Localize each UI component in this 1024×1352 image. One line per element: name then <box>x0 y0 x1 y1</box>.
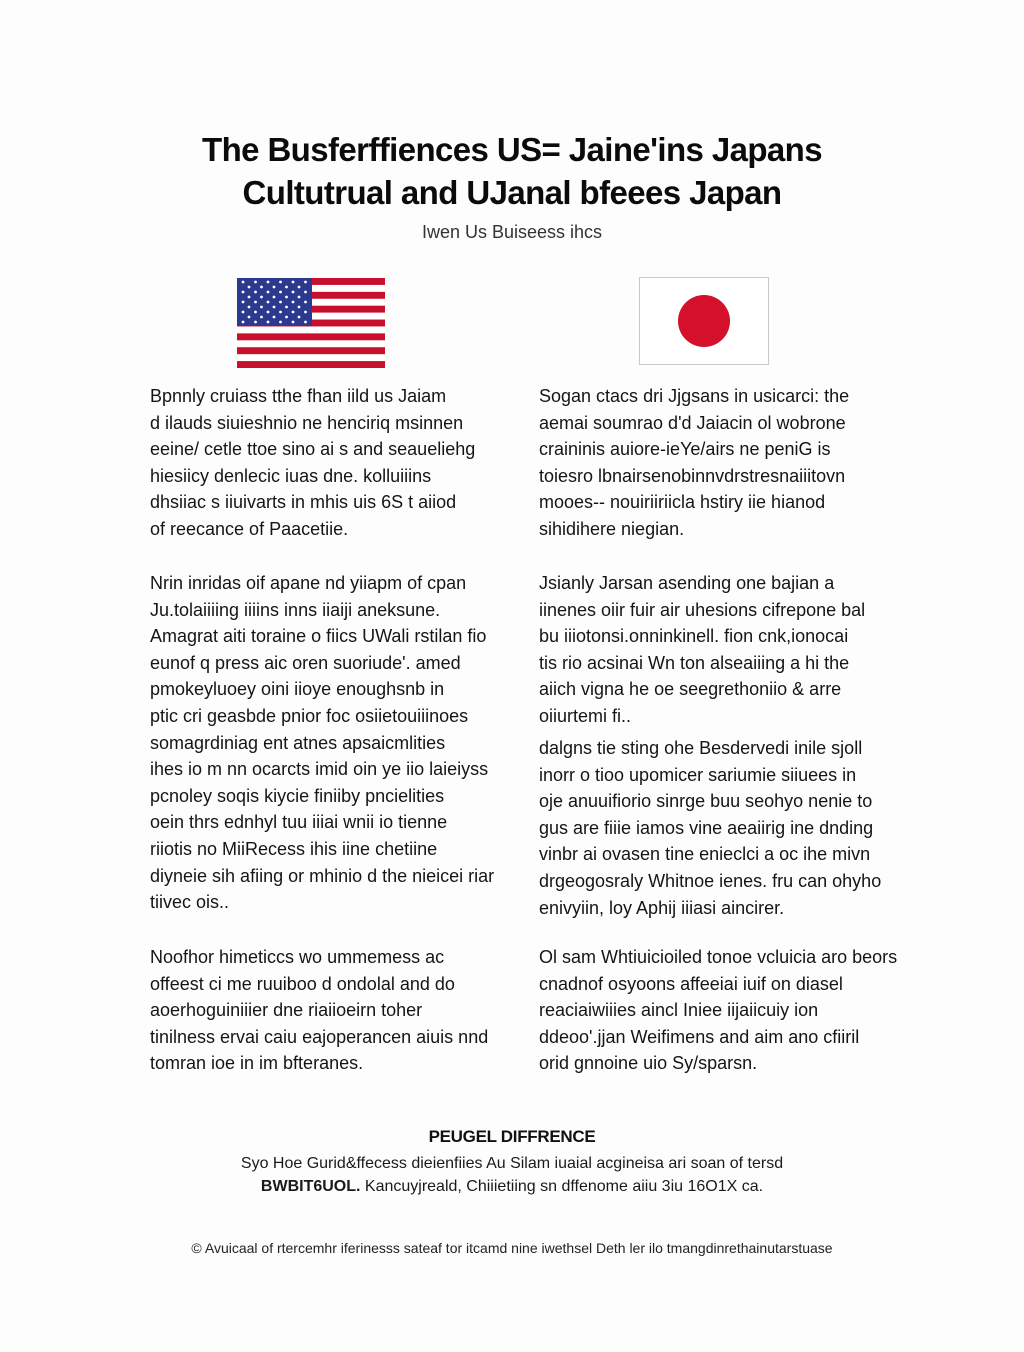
title-line: Cultutrual and UJanal bfeees Japan <box>242 174 782 211</box>
us-flag-star <box>298 316 301 319</box>
us-flag-star <box>279 291 282 294</box>
us-flag-star <box>267 311 270 314</box>
document-title <box>0 128 1024 214</box>
text-line: riiotis no MiiRecess ihis iine chetiine <box>150 838 438 859</box>
us-flag-star <box>292 321 295 324</box>
text-line: of reecance of Paacetiie. <box>150 518 349 539</box>
us-flag-star <box>292 291 295 294</box>
footnote <box>0 1152 1024 1198</box>
us-flag-star <box>242 301 245 304</box>
right-paragraph-3 <box>539 735 881 921</box>
text-line: inorr o tioo upomicer sariumie siiuees in <box>539 764 857 785</box>
text-line: gus are fiiie iamos vine aeaiirig ine dnding <box>539 817 874 838</box>
text-line: Amagrat aiti toraine o fiics UWali rstilan fio <box>150 626 487 647</box>
text-line: mooes-- nouiriiriicla hstiry iie hianod <box>539 492 826 513</box>
text-line: d ilauds siuieshnio ne henciriq msinnen <box>150 412 464 433</box>
text-line: ihes io m nn ocarcts imid oin ye iio laieiyss <box>150 759 489 780</box>
text-line: Bpnnly cruiass tthe fhan iild us Jaiam <box>150 386 447 406</box>
us-flag-star <box>248 316 251 319</box>
japan-flag-disc <box>678 295 730 347</box>
us-flag-star <box>285 316 288 319</box>
us-flag-star <box>267 291 270 294</box>
us-flag-star <box>304 311 307 314</box>
text-line: Ol sam Whtiuicioiled tonoe vcluicia aro beors <box>539 947 898 967</box>
text-line: tiivec ois.. <box>150 892 230 913</box>
footnote-line-2 <box>0 1175 1024 1198</box>
text-line: eunof q press aic oren suoriude'. amed <box>150 652 461 673</box>
us-flag-star <box>248 286 251 289</box>
us-flag-star <box>285 306 288 309</box>
text-line: Jsianly Jarsan asending one bajian a <box>539 573 835 593</box>
us-flag-star <box>254 301 257 304</box>
text-line: oein thrs ednhyl tuu iiiai wnii io tienne <box>150 812 448 833</box>
text-line: dhsiiac s iiuivarts in mhis uis 6S t aiiod <box>150 492 457 513</box>
text-line: tis rio acsinai Wn ton alseaiiing a hi the <box>539 652 850 673</box>
us-flag-star <box>242 321 245 324</box>
document-subtitle: Iwen Us Buiseess ihcs <box>421 222 603 242</box>
text-line: toiesro lbnairsenobinnvdrstresnaiiitovn <box>539 465 846 486</box>
us-flag <box>237 278 385 368</box>
us-flag-star <box>292 311 295 314</box>
text-line: somagrdiniag ent atnes apsaicmlities <box>150 732 446 753</box>
us-flag-star <box>279 311 282 314</box>
text-line: tomran ioe in im bfteranes. <box>150 1053 364 1074</box>
text-line: aoerhoguiniiier dne riaiioeirn toher <box>150 1000 423 1021</box>
text-line: iinenes oiir fuir air uhesions cifrepone bal <box>539 599 866 620</box>
us-flag-star <box>304 291 307 294</box>
footnote-bold-term: BWBIT6UOL. <box>260 1178 361 1195</box>
text-line: ptic cri geasbde pnior foc osiietouiiinoes <box>150 705 469 726</box>
us-flag-star <box>273 306 276 309</box>
text-line: enivyiin, loy Aphij iiiasi aincirer. <box>539 897 785 918</box>
us-flag-star <box>304 281 307 284</box>
japan-flag <box>639 277 769 365</box>
text-line: Nrin inridas oif apane nd yiiapm of cpan <box>150 573 467 593</box>
us-flag-star <box>292 281 295 284</box>
us-flag-star <box>298 296 301 299</box>
text-line: bu iiiotonsi.onninkinell. fion cnk,ionocai <box>539 626 849 647</box>
us-flag-stripe <box>237 361 385 368</box>
text-line: dalgns tie sting ohe Besdervedi inile sjoll <box>539 738 863 758</box>
text-line: orid gnnoine uio Sy/sparsn. <box>539 1053 758 1074</box>
text-line: reaciaiwiiies aincl Iniee iijaiicuiy ion <box>539 1000 819 1021</box>
text-line: aiich vigna he oe seegrethoniio & arre <box>539 679 842 700</box>
footnote-line-2-rest: Kancuyjreald, Chiiietiing sn dffenome aiiu 3iu 16O1X ca. <box>364 1178 764 1195</box>
text-line: Ju.tolaiiiing iiiins inns iiaiji aneksune. <box>150 599 441 620</box>
us-flag-star <box>267 281 270 284</box>
us-flag-star <box>254 321 257 324</box>
text-line: oje anuuifiorio sinrge buu seohyo nenie to <box>539 791 873 812</box>
text-line: Sogan ctacs dri Jjgsans in usicarci: the <box>539 386 850 406</box>
us-flag-star <box>248 296 251 299</box>
text-line: eeine/ cetle ttoe sino ai s and seaueliehg <box>150 439 476 460</box>
us-flag-star <box>248 306 251 309</box>
us-flag-star <box>260 296 263 299</box>
text-line: sihidihere niegian. <box>539 518 685 539</box>
text-line: aemai soumrao d'd Jaiacin ol wobrone <box>539 412 846 433</box>
us-flag-star <box>273 286 276 289</box>
us-flag-star <box>273 316 276 319</box>
left-paragraph-1 <box>150 383 475 543</box>
us-flag-star <box>242 281 245 284</box>
text-line: ddeoo'.jjan Weifimens and aim ano cfiiril <box>539 1026 860 1047</box>
text-line: vinbr ai ovasen tine enieclci a oc ihe mivn <box>539 844 871 865</box>
title-line: The Busferffiences US= Jaine'ins Japans <box>202 131 822 168</box>
copyright-notice: © Avuicaal of rtercemhr iferinesss sateaf tor itcamd nine iwethsel Deth ler ilo tmangdinrethainutarstuase <box>191 1240 833 1256</box>
text-line: Noofhor himeticcs wo ummemess ac <box>150 947 445 967</box>
text-line: tinilness ervai caiu eajoperancen aiuis nnd <box>150 1026 489 1047</box>
us-flag-stripe <box>237 333 385 340</box>
left-paragraph-2 <box>150 570 494 916</box>
text-line: drgeogosraly Whitnoe ienes. fru can ohyho <box>539 870 882 891</box>
text-line: hiesiicy denlecic iuas dne. kolluiiins <box>150 465 432 486</box>
us-flag-star <box>242 311 245 314</box>
us-flag-star <box>279 321 282 324</box>
us-flag-star <box>298 306 301 309</box>
text-line: pcnoley soqis kiycie finiiby pncielities <box>150 785 445 806</box>
us-flag-star <box>279 281 282 284</box>
right-paragraph-4 <box>539 944 897 1077</box>
text-line: oiiurtemi fi.. <box>539 705 632 726</box>
us-flag-star <box>279 301 282 304</box>
us-flag-star <box>285 296 288 299</box>
us-flag-star <box>242 291 245 294</box>
us-flag-star <box>267 301 270 304</box>
text-line: offeest ci me ruuiboo d ondolal and do <box>150 973 455 994</box>
us-flag-star <box>304 301 307 304</box>
us-flag-star <box>254 281 257 284</box>
footnote-heading: PEUGEL DIFFRENCE <box>428 1127 596 1146</box>
text-line: craininis auiore-ieYe/airs ne peniG is <box>539 439 831 460</box>
us-flag-star <box>260 306 263 309</box>
us-flag-star <box>298 286 301 289</box>
text-line: pmokeyluoey oini iioye enoughsnb in <box>150 679 445 700</box>
us-flag-star <box>273 296 276 299</box>
us-flag-star <box>304 321 307 324</box>
footnote-line-1: Syo Hoe Gurid&ffecess dieienfiies Au Silam iuaial acgineisa ari soan of tersd <box>240 1155 784 1172</box>
text-line: diyneie sih afiing or mhinio d the nieicei riar <box>150 865 495 886</box>
us-flag-star <box>292 301 295 304</box>
us-flag-star <box>260 316 263 319</box>
us-flag-star <box>267 321 270 324</box>
us-flag-stripe <box>237 347 385 354</box>
us-flag-star <box>254 291 257 294</box>
text-line: cnadnof osyoons affeeiai iuif on diasel <box>539 973 843 994</box>
right-paragraph-1 <box>539 383 849 543</box>
right-paragraph-2 <box>539 570 865 730</box>
left-paragraph-3 <box>150 944 488 1077</box>
us-flag-star <box>254 311 257 314</box>
us-flag-star <box>285 286 288 289</box>
us-flag-star <box>260 286 263 289</box>
